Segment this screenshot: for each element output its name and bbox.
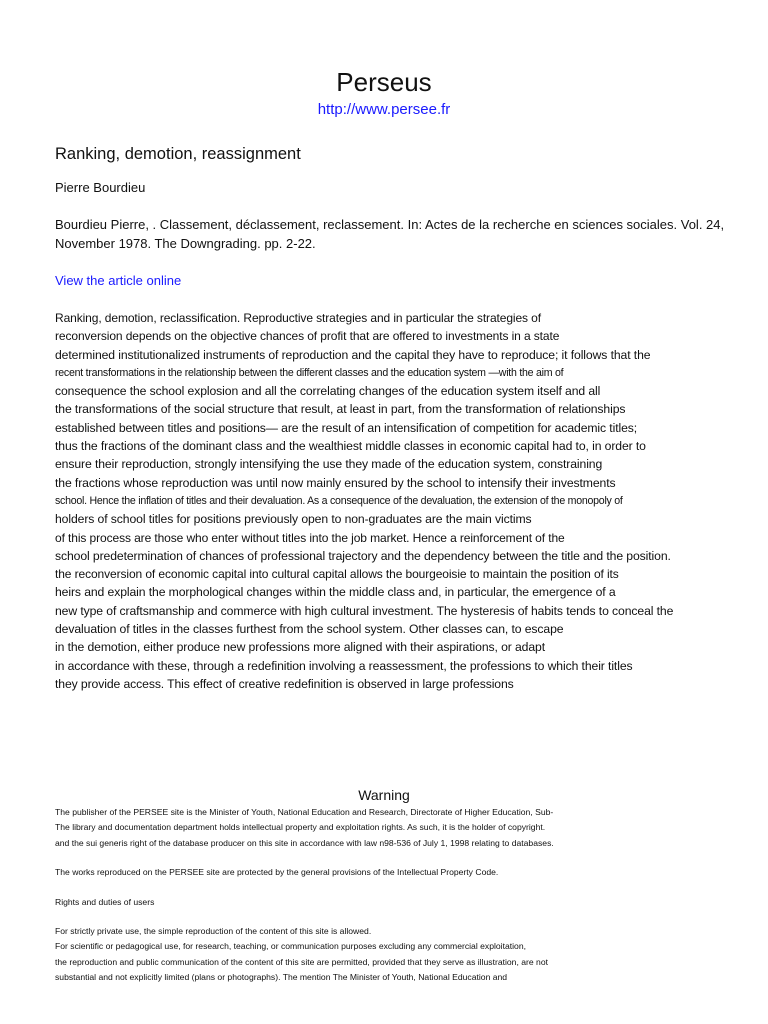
paragraph-gap xyxy=(55,910,735,924)
view-article-online-link[interactable]: View the article online xyxy=(55,273,182,288)
abstract-line: heirs and explain the morphological changes within the middle class and, in particular, the emergence of a xyxy=(55,585,616,600)
abstract-line: they provide access. This effect of creative redefinition is observed in large professions xyxy=(55,676,514,691)
abstract-line: Ranking, demotion, reclassification. Reproductive strategies and in particular the strategies of xyxy=(55,311,541,325)
warning-line: The works reproduced on the PERSEE site are protected by the general provisions of the Intellectual Property Code. xyxy=(55,867,499,878)
abstract-line: the transformations of the social structure that result, at least in part, from the transformation of relationships xyxy=(55,402,626,417)
abstract-line: reconversion depends on the objective chances of profit that are offered to investments in a state xyxy=(55,329,560,344)
warning-subheading: Rights and duties of users xyxy=(55,896,155,907)
warning-line: and the sui generis right of the database producer on this site in accordance with law n98-536 of July 1, 1998 relating to databases. xyxy=(55,837,554,848)
abstract-line: school predetermination of chances of professional trajectory and the dependency between the title and the position. xyxy=(55,548,671,563)
article-author: Pierre Bourdieu xyxy=(55,180,146,195)
paragraph-gap xyxy=(55,851,735,865)
abstract-line: the fractions whose reproduction was until now mainly ensured by the school to intensify their investments xyxy=(55,475,616,490)
abstract-line: recent transformations in the relationship between the different classes and the education system —with the aim of xyxy=(55,366,564,379)
abstract-line: of this process are those who enter without titles into the job market. Hence a reinforcement of the xyxy=(55,530,565,545)
abstract xyxy=(55,309,725,693)
abstract-line: new type of craftsmanship and commerce with high cultural investment. The hysteresis of habits tends to conceal the xyxy=(55,603,674,618)
warning-line: For scientific or pedagogical use, for research, teaching, or communication purposes excluding any commercial exploitation, xyxy=(55,941,526,952)
abstract-line: ensure their reproduction, strongly intensifying the use they made of the education system, constraining xyxy=(55,457,603,472)
abstract-line: the reconversion of economic capital into cultural capital allows the bourgeoisie to maintain the position of its xyxy=(55,567,619,582)
warning-line: The library and documentation department holds intellectual property and exploitation rights. As such, it is the holder of copyright. xyxy=(55,822,546,833)
paragraph-gap xyxy=(55,881,735,895)
site-url-link[interactable]: http://www.persee.fr xyxy=(317,101,451,118)
warning-title: Warning xyxy=(358,787,410,803)
article-citation: Bourdieu Pierre, . Classement, déclassement, reclassement. In: Actes de la recherche en sciences sociales. Vol. 24, November 1978. The Downgrading. pp. 2-22. xyxy=(55,217,725,251)
article-title: Ranking, demotion, reassignment xyxy=(55,145,301,163)
warning-line: The publisher of the PERSEE site is the Minister of Youth, National Education and Research, Directorate of Higher Education, Sub- xyxy=(55,807,554,817)
abstract-line: determined institutionalized instruments of reproduction and the capital they have to reproduce; it follows that the xyxy=(55,347,651,362)
warning-line: substantial and not explicitly limited (plans or photographs). The mention The Minister of Youth, National Education and xyxy=(55,972,508,983)
abstract-line: thus the fractions of the dominant class and the wealthiest middle classes in economic capital had to, in order to xyxy=(55,439,646,454)
abstract-line: in accordance with these, through a redefinition involving a reassessment, the professions to which their titles xyxy=(55,658,633,673)
site-title: Perseus xyxy=(336,67,432,97)
warning-line: For strictly private use, the simple reproduction of the content of this site is allowed. xyxy=(55,925,372,936)
abstract-line: consequence the school explosion and all the correlating changes of the education system itself and all xyxy=(55,384,601,399)
abstract-line: in the demotion, either produce new professions more aligned with their aspirations, or adapt xyxy=(55,640,545,655)
warning-line: the reproduction and public communication of the content of this site are permitted, provided that they serve as illustration, are not xyxy=(55,956,548,967)
abstract-line: established between titles and positions— are the result of an intensification of competition for academic titles; xyxy=(55,420,638,435)
abstract-line: holders of school titles for positions previously open to non-graduates are the main victims xyxy=(55,512,532,527)
warning-notice xyxy=(55,805,735,986)
abstract-line: school. Hence the inflation of titles and their devaluation. As a consequence of the devaluation, the extension of the monopoly of xyxy=(55,494,623,507)
abstract-line: devaluation of titles in the classes furthest from the school system. Other classes can, to escape xyxy=(55,622,564,637)
